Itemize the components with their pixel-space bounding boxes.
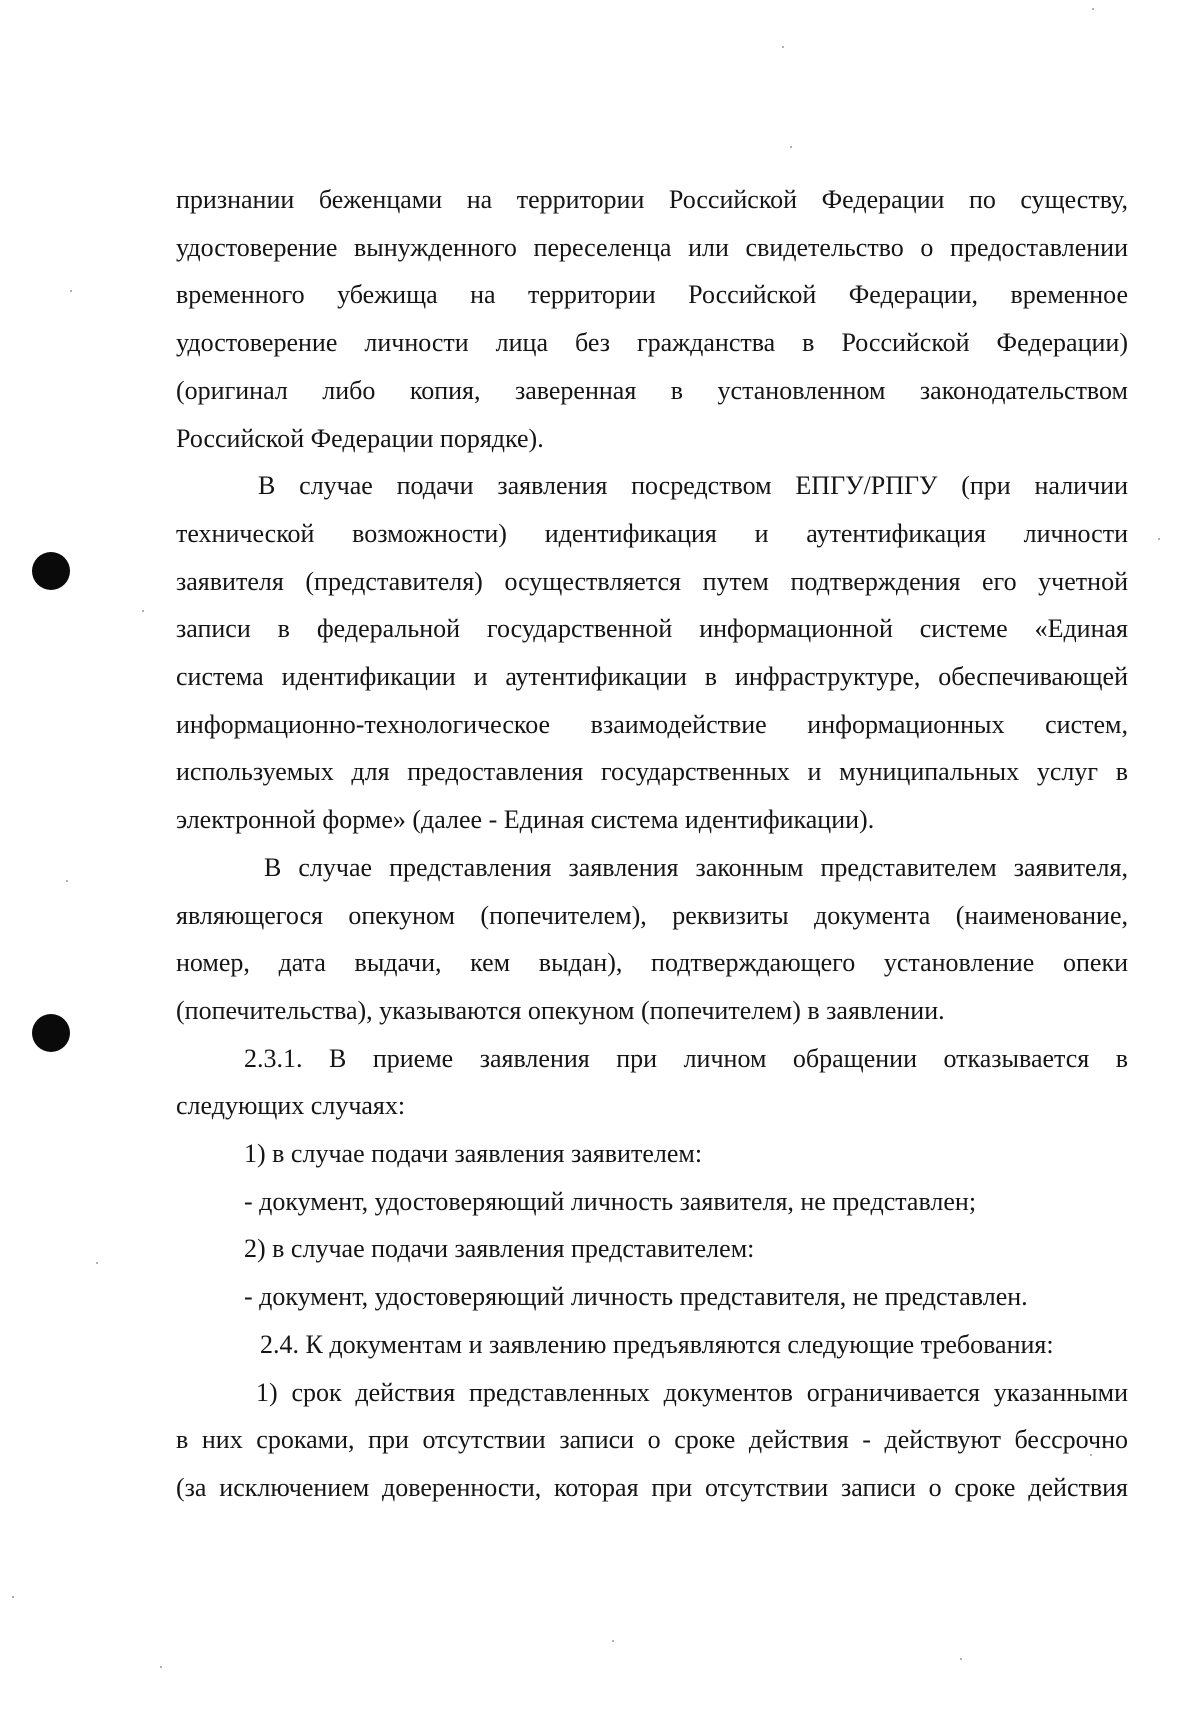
text-line: (попечительства), указываются опекуном (попечителем) в заявлении. — [176, 995, 945, 1025]
scan-speck — [70, 290, 72, 292]
scan-speck — [782, 46, 784, 48]
text-line: в них сроками, при отсутствии записи о сроке действия - действуют бессрочно — [176, 1425, 1128, 1455]
text-line: В случае подачи заявления посредством ЕПГУ/РПГУ (при наличии — [258, 471, 1128, 501]
text-line: 2.3.1. В приеме заявления при личном обращении отказывается в — [244, 1043, 1128, 1073]
text-line: 2.4. К документам и заявлению предъявляются следующие требования: — [260, 1329, 1054, 1359]
text-line: электронной форме» (далее - Единая система идентификации). — [176, 805, 875, 835]
scan-speck — [12, 1596, 14, 1598]
scan-speck — [96, 1262, 98, 1264]
scan-speck — [960, 1658, 962, 1660]
text-line: Российской Федерации порядке). — [176, 423, 544, 453]
scan-speck — [612, 1640, 614, 1642]
text-line: признании беженцами на территории Российской Федерации по существу, — [176, 185, 1128, 214]
text-line: информационно-технологическое взаимодействие информационных систем, — [176, 709, 1128, 739]
text-line: являющегося опекуном (попечителем), реквизиты документа (наименование, — [176, 900, 1128, 930]
text-line: номер, дата выдачи, кем выдан), подтверждающего установление опеки — [176, 948, 1128, 978]
text-line: удостоверение вынужденного переселенца или свидетельство о предоставлении — [176, 232, 1128, 262]
text-line: - документ, удостоверяющий личность представителя, не представлен. — [244, 1282, 1028, 1312]
text-line: 1) срок действия представленных документов ограничивается указанными — [256, 1377, 1128, 1407]
text-line: следующих случаях: — [176, 1091, 406, 1121]
scan-speck — [142, 610, 144, 612]
scan-speck — [1158, 538, 1160, 540]
document-body — [176, 176, 1128, 1512]
text-line: система идентификации и аутентификации в инфраструктуре, обеспечивающей — [176, 662, 1128, 692]
punch-hole-bottom — [32, 1014, 70, 1052]
text-line: В случае представления заявления законным представителем заявителя, — [264, 852, 1128, 882]
text-line: 1) в случае подачи заявления заявителем: — [244, 1139, 703, 1169]
text-line: технической возможности) идентификация и аутентификация личности — [176, 518, 1128, 548]
text-line: удостоверение личности лица без гражданства в Российской Федерации) — [176, 328, 1128, 358]
scan-speck — [160, 1666, 162, 1668]
scan-speck — [790, 146, 792, 148]
text-line: 2) в случае подачи заявления представителем: — [244, 1234, 755, 1264]
scan-speck — [66, 880, 68, 882]
text-line: временного убежища на территории Российской Федерации, временное — [176, 280, 1128, 310]
text-line: (оригинал либо копия, заверенная в установленном законодательством — [176, 375, 1128, 405]
text-line: (за исключением доверенности, которая при отсутствии записи о сроке действия — [176, 1472, 1128, 1502]
scan-speck — [1092, 8, 1094, 10]
text-line: заявителя (представителя) осуществляется путем подтверждения его учетной — [176, 566, 1128, 596]
punch-hole-top — [32, 552, 70, 590]
text-line: - документ, удостоверяющий личность заявителя, не представлен; — [244, 1186, 977, 1216]
text-line: записи в федеральной государственной информационной системе «Единая — [176, 614, 1128, 644]
text-line: используемых для предоставления государственных и муниципальных услуг в — [176, 757, 1128, 787]
